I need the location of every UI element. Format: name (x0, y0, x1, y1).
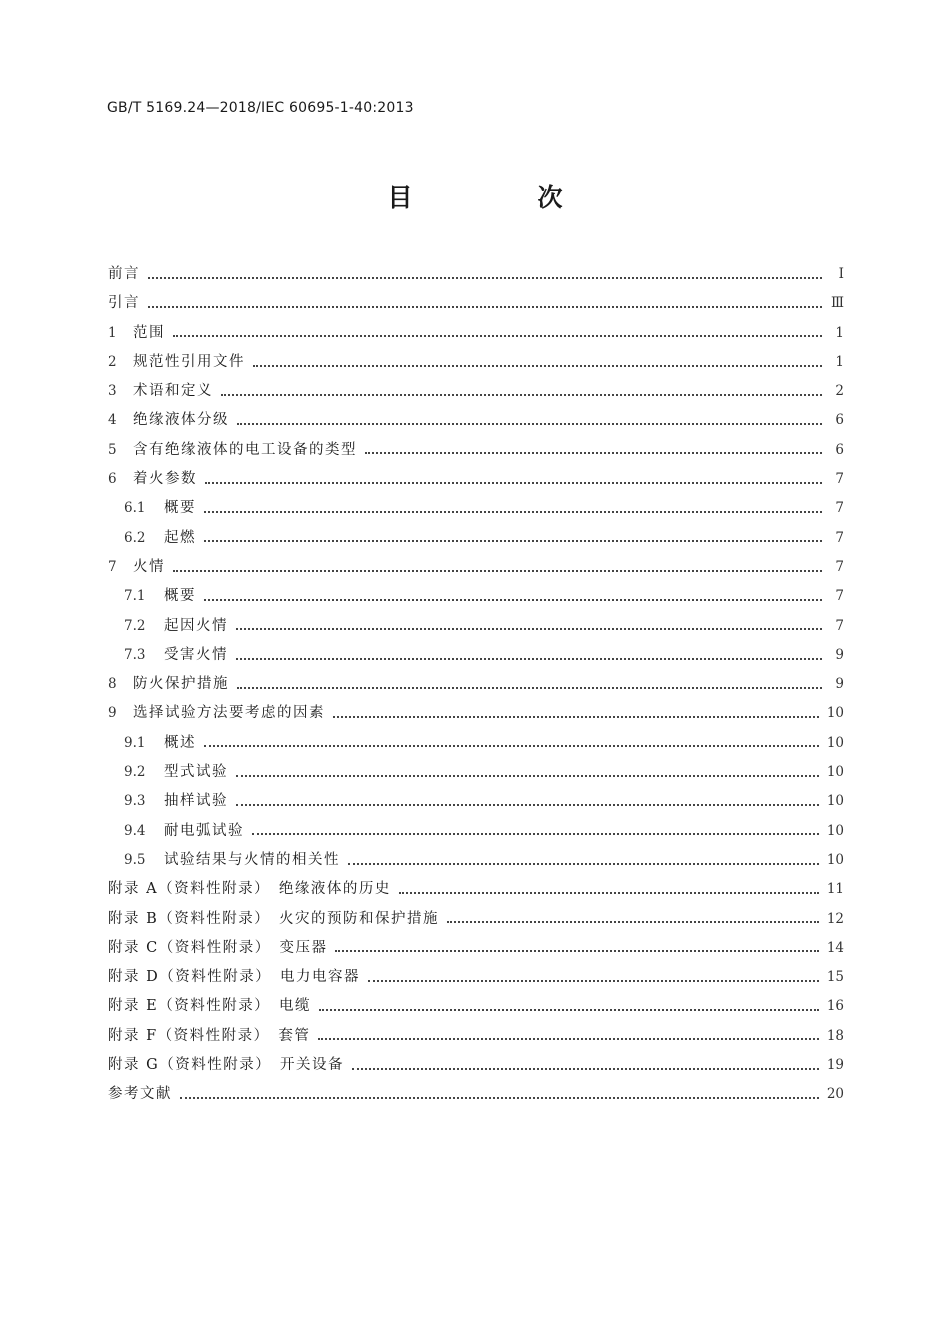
toc-dot-leader (204, 599, 822, 601)
toc-entry-page-number: 7 (835, 617, 844, 634)
toc-entry[interactable] (108, 875, 844, 904)
toc-entry-number: 7.3 (124, 646, 146, 663)
toc-entry-label: 概要 (164, 500, 196, 517)
toc-entry-page-number: 12 (826, 910, 844, 927)
toc-dot-leader (447, 921, 819, 923)
toc-entry-page-number: Ⅰ (838, 266, 844, 282)
toc-entry-label: 概要 (164, 588, 196, 605)
toc-entry-label: 概述 (164, 734, 196, 751)
toc-dot-leader (173, 335, 822, 337)
toc-dot-leader (236, 628, 822, 630)
toc-entry-page-number: 10 (826, 793, 844, 810)
toc-dot-leader (352, 1068, 819, 1070)
toc-dot-leader (253, 365, 822, 367)
toc-entry-label: 抽样试验 (164, 793, 228, 810)
toc-dot-leader (204, 540, 822, 542)
toc-entry-label: 防火保护措施 (133, 676, 229, 693)
toc-entry[interactable] (108, 905, 844, 934)
toc-dot-leader (237, 687, 822, 689)
toc-entry-page-number: 20 (826, 1086, 844, 1103)
toc-entry-page-number: 10 (826, 734, 844, 751)
toc-entry-label: 附录 A（资料性附录） 绝缘液体的历史 (108, 881, 391, 898)
toc-entry-page-number: 11 (826, 881, 844, 898)
toc-entry-label: 绝缘液体分级 (133, 412, 229, 429)
toc-entry-page-number: 6 (835, 441, 844, 458)
toc-entry-number: 9.4 (124, 822, 146, 839)
toc-entry[interactable] (108, 553, 844, 582)
toc-entry-label: 受害火情 (164, 646, 228, 663)
page-title: 目 次 (387, 183, 613, 212)
toc-entry[interactable] (108, 758, 844, 787)
toc-dot-leader (204, 511, 822, 513)
toc-entry-page-number: 1 (835, 324, 844, 341)
toc-entry[interactable] (108, 787, 844, 816)
toc-entry-number: 4 (108, 412, 117, 429)
toc-entry-label: 前言 (108, 266, 140, 282)
toc-entry-label: 附录 D（资料性附录） 电力电容器 (108, 969, 360, 986)
toc-entry-label: 附录 G（资料性附录） 开关设备 (108, 1057, 344, 1074)
toc-entry-page-number: 10 (826, 705, 844, 722)
toc-entry-label: 起因火情 (164, 617, 228, 634)
toc-entry[interactable] (108, 1022, 844, 1051)
toc-entry-number: 9.2 (124, 764, 146, 781)
toc-dot-leader (236, 658, 822, 660)
toc-entry[interactable] (108, 348, 844, 377)
toc-dot-leader (399, 892, 819, 894)
toc-entry-page-number: Ⅲ (830, 295, 844, 312)
toc-entry[interactable] (108, 260, 844, 289)
toc-entry-number: 9.1 (124, 734, 146, 751)
toc-entry[interactable] (108, 934, 844, 963)
toc-entry-label: 型式试验 (164, 764, 228, 781)
toc-entry-number: 3 (108, 383, 117, 400)
toc-dot-leader (335, 950, 818, 952)
toc-entry-page-number: 7 (835, 529, 844, 546)
toc-entry[interactable] (108, 1080, 844, 1109)
toc-entry[interactable] (108, 494, 844, 523)
toc-entry[interactable] (108, 670, 844, 699)
toc-entry-label: 术语和定义 (133, 383, 213, 400)
toc-entry[interactable] (108, 641, 844, 670)
toc-entry[interactable] (108, 582, 844, 611)
toc-entry-page-number: 14 (826, 939, 844, 956)
toc-entry-number: 2 (108, 353, 117, 370)
toc-entry-page-number: 9 (835, 646, 844, 663)
toc-entry-page-number: 19 (826, 1057, 844, 1074)
toc-entry-number: 1 (108, 324, 117, 341)
toc-entry[interactable] (108, 406, 844, 435)
toc-entry-label: 含有绝缘液体的电工设备的类型 (133, 441, 357, 458)
toc-dot-leader (368, 980, 819, 982)
toc-entry-label: 引言 (108, 295, 140, 312)
toc-dot-leader (333, 716, 819, 718)
toc-entry-number: 7.1 (124, 588, 146, 605)
toc-entry-page-number: 10 (826, 764, 844, 781)
toc-entry-label: 附录 E（资料性附录） 电缆 (108, 998, 311, 1015)
toc-entry[interactable] (108, 846, 844, 875)
toc-entry-number: 8 (108, 676, 117, 693)
toc-entry[interactable] (108, 699, 844, 728)
toc-entry-page-number: 10 (826, 851, 844, 868)
toc-entry-label: 附录 B（资料性附录） 火灾的预防和保护措施 (108, 910, 440, 927)
toc-entry[interactable] (108, 729, 844, 758)
toc-dot-leader (221, 394, 822, 396)
toc-entry[interactable] (108, 963, 844, 992)
toc-entry-label: 附录 F（资料性附录） 套管 (108, 1027, 311, 1044)
toc-dot-leader (237, 423, 822, 425)
toc-entry-page-number: 7 (835, 558, 844, 575)
toc-entry[interactable] (108, 289, 844, 318)
toc-entry-page-number: 1 (835, 353, 844, 370)
toc-entry[interactable] (108, 436, 844, 465)
toc-entry-label: 选择试验方法要考虑的因素 (133, 705, 325, 722)
toc-dot-leader (205, 482, 822, 484)
toc-entry-page-number: 7 (835, 471, 844, 488)
toc-entry-label: 附录 C（资料性附录） 变压器 (108, 939, 328, 956)
toc-entry-page-number: 18 (826, 1027, 844, 1044)
toc-entry-page-number: 2 (835, 383, 844, 400)
toc-entry-label: 着火参数 (133, 471, 197, 488)
toc-dot-leader (204, 745, 819, 747)
toc-entry-number: 5 (108, 441, 117, 458)
toc-entry-label: 起燃 (164, 529, 196, 546)
toc-dot-leader (148, 277, 822, 279)
toc-entry-label: 参考文献 (108, 1086, 172, 1103)
toc-dot-leader (365, 452, 822, 454)
table-of-contents (108, 260, 844, 1110)
toc-entry-number: 6 (108, 471, 117, 488)
toc-entry-label: 范围 (133, 324, 165, 341)
toc-dot-leader (180, 1097, 819, 1099)
toc-dot-leader (348, 863, 819, 865)
toc-entry[interactable] (108, 1051, 844, 1080)
toc-entry[interactable] (108, 992, 844, 1021)
toc-entry[interactable] (108, 319, 844, 348)
toc-entry-label: 火情 (133, 558, 165, 575)
toc-dot-leader (173, 570, 822, 572)
toc-entry-number: 7 (108, 558, 117, 575)
toc-dot-leader (252, 833, 819, 835)
toc-entry-label: 试验结果与火情的相关性 (164, 851, 340, 868)
toc-dot-leader (236, 775, 819, 777)
toc-dot-leader (148, 306, 822, 308)
toc-entry-number: 6.2 (124, 529, 146, 546)
standard-code: GB/T 5169.24—2018/IEC 60695-1-40:2013 (107, 100, 414, 116)
toc-entry-page-number: 16 (826, 998, 844, 1015)
toc-dot-leader (236, 804, 819, 806)
toc-entry[interactable] (108, 465, 844, 494)
toc-entry-number: 9.3 (124, 793, 146, 810)
toc-entry-page-number: 7 (835, 588, 844, 605)
toc-entry-number: 9 (108, 705, 117, 722)
toc-entry-page-number: 10 (826, 822, 844, 839)
toc-entry-number: 6.1 (124, 500, 146, 517)
toc-dot-leader (318, 1038, 818, 1040)
toc-entry[interactable] (108, 524, 844, 553)
toc-entry[interactable] (108, 817, 844, 846)
toc-entry-label: 规范性引用文件 (133, 353, 245, 370)
toc-entry[interactable] (108, 377, 844, 406)
toc-entry-page-number: 6 (835, 412, 844, 429)
toc-entry-number: 7.2 (124, 617, 146, 634)
toc-entry-number: 9.5 (124, 851, 146, 868)
toc-dot-leader (319, 1009, 819, 1011)
toc-entry[interactable] (108, 612, 844, 641)
toc-entry-page-number: 15 (826, 969, 844, 986)
toc-entry-page-number: 9 (835, 676, 844, 693)
toc-entry-page-number: 7 (835, 500, 844, 517)
toc-entry-label: 耐电弧试验 (164, 822, 244, 839)
